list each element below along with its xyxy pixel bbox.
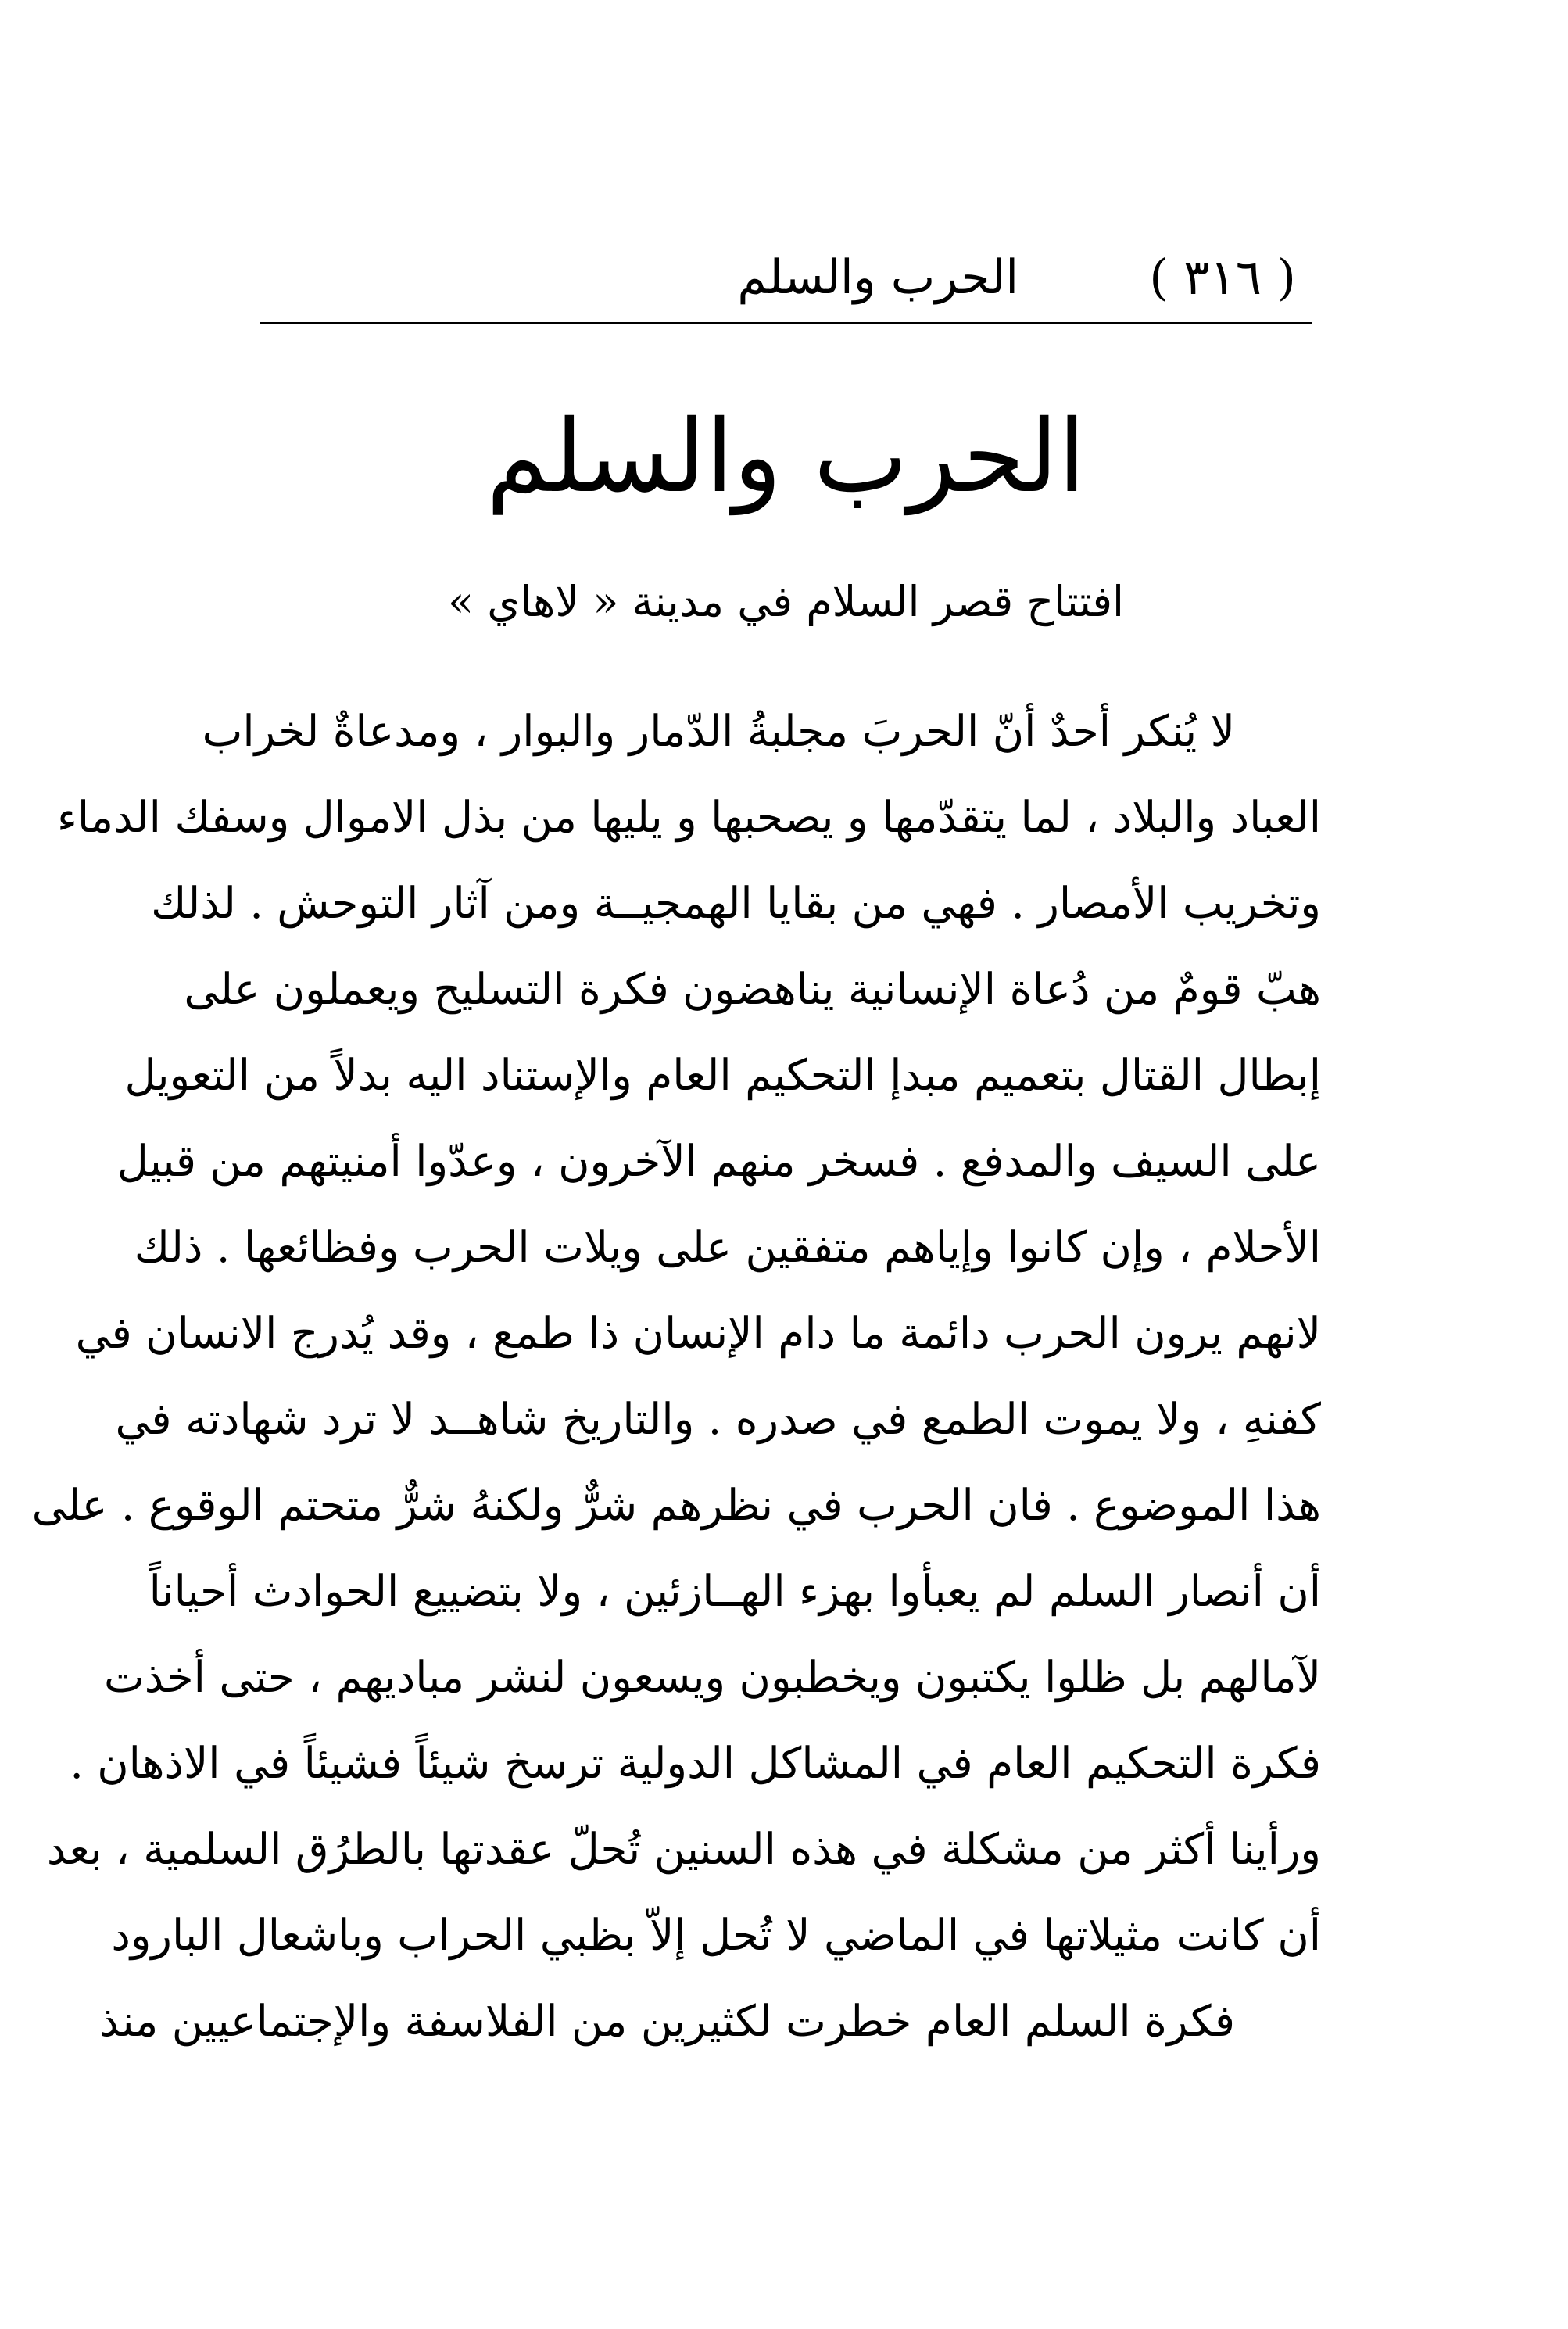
text-line: لآمالهم بل ظلوا يكتبون ويخطبون ويسعون لنشر مباديهم ، حتى أخذت (103, 1652, 1321, 1702)
text-line: لا يُنكر أحدٌ أنّ الحربَ مجلبةُ الدّمار والبوار ، ومدعاةٌ لخراب (202, 706, 1235, 756)
header-rule (260, 322, 1312, 324)
text-line: هذا الموضوع . فان الحرب في نظرهم شرٌّ ولكنهُ شرٌّ متحتم الوقوع . على (31, 1480, 1321, 1530)
text-line: وتخريب الأمصار . فهي من بقايا الهمجيــة ومن آثار التوحش . لذلك (151, 878, 1321, 928)
text-line: إبطال القتال بتعميم مبدإ التحكيم العام والإستناد اليه بدلاً من التعويل (124, 1050, 1321, 1100)
text-line: على السيف والمدفع . فسخر منهم الآخرون ، وعدّوا أمنيتهم من قبيل (116, 1136, 1321, 1186)
running-title: الحرب والسلم (737, 250, 1018, 305)
text-line: ورأينا أكثر من مشكلة في هذه السنين تُحلّ عقدتها بالطرُق السلمية ، بعد (46, 1824, 1321, 1874)
text-line: أن أنصار السلم لم يعبأوا بهزء الهــازئين ، ولا بتضييع الحوادث أحياناً (149, 1566, 1321, 1616)
text-line: العباد والبلاد ، لما يتقدّمها و يصحبها و يليها من بذل الاموال وسفك الدماء (56, 792, 1321, 842)
body-paragraph (31, 688, 1321, 2064)
subtitle: افتتاح قصر السلام في مدينة « لاهاي » (447, 577, 1125, 626)
text-line: الأحلام ، وإن كانوا وإياهم متفقين على ويلات الحرب وفظائعها . ذلك (134, 1222, 1321, 1272)
text-line: لانهم يرون الحرب دائمة ما دام الإنسان ذا طمع ، وقد يُدرج الانسان في (75, 1308, 1321, 1358)
page-title: الحرب والسلم (485, 399, 1087, 515)
page-number: ( ٣١٦ ) (1149, 249, 1296, 306)
text-line: كفنهِ ، ولا يموت الطمع في صدره . والتاريخ شاهــد لا ترد شهادته في (115, 1394, 1321, 1444)
running-header (260, 235, 1312, 321)
text-line: فكرة التحكيم العام في المشاكل الدولية ترسخ شيئاً فشيئاً في الاذهان . (70, 1738, 1321, 1788)
text-line: فكرة السلم العام خطرت لكثيرين من الفلاسفة والإجتماعيين منذ (99, 1996, 1235, 2046)
text-line: أن كانت مثيلاتها في الماضي لا تُحل إلاّ بظبي الحراب وباشعال البارود (111, 1910, 1321, 1960)
text-line: هبّ قومٌ من دُعاة الإنسانية يناهضون فكرة التسليح ويعملون على (184, 964, 1321, 1014)
